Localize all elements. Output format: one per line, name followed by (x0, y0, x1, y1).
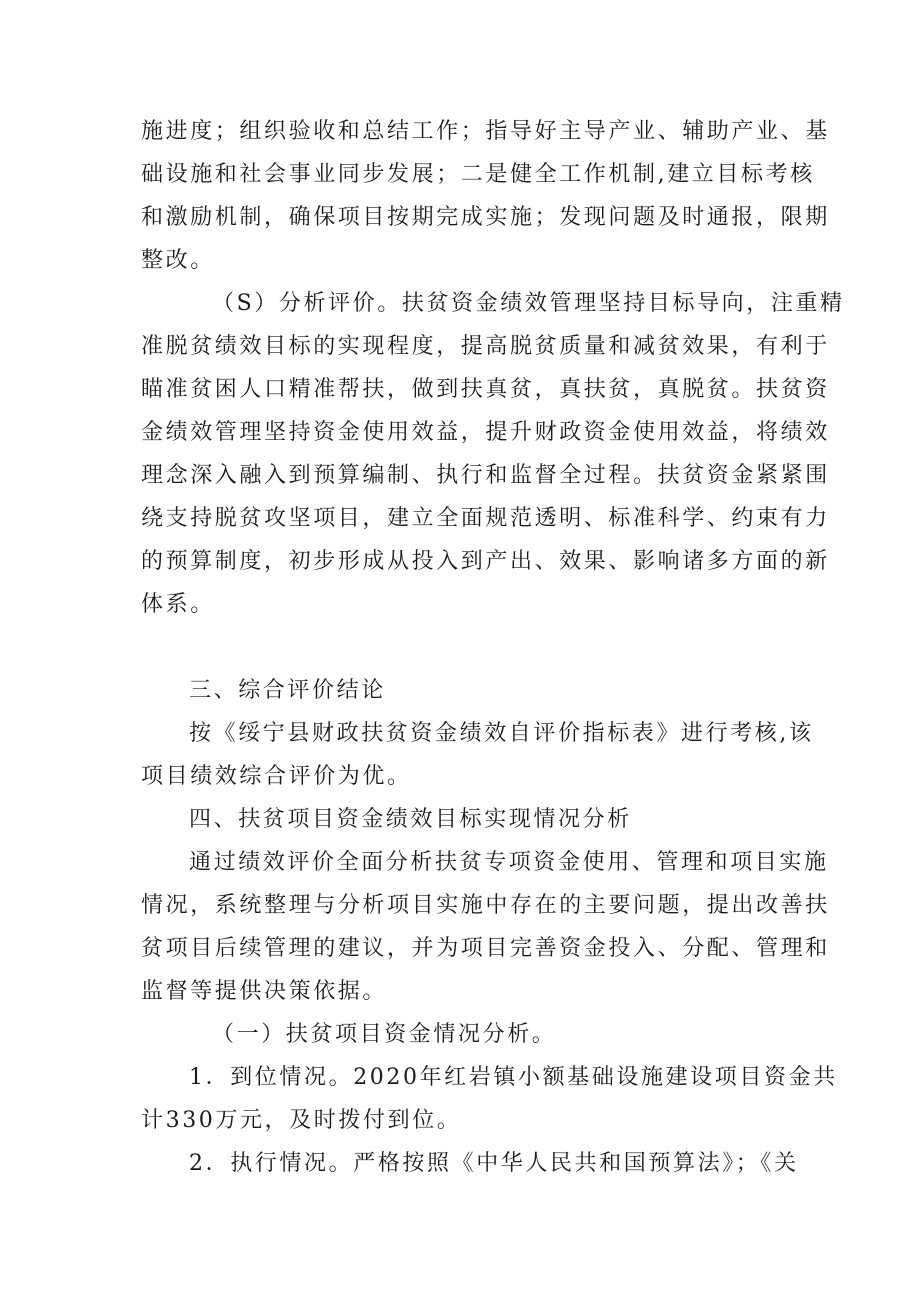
paragraph-line: 情况，系统整理与分析项目实施中存在的主要问题，提出改善扶 (141, 893, 830, 918)
paragraph-line: 理念深入融入到预算编制、执行和监督全过程。扶贫资金紧紧围 (141, 463, 830, 488)
list-item-line: 计330万元，及时拨付到位。 (141, 1108, 462, 1133)
paragraph-line: 项目绩效综合评价为优。 (141, 764, 412, 789)
paragraph-line: 整改。 (141, 248, 215, 273)
paragraph-line: 的预算制度，初步形成从投入到产出、效果、影响诸多方面的新 (141, 549, 830, 574)
paragraph-line: 瞄准贫困人口精准帮扶，做到扶真贫，真扶贫，真脱贫。扶贫资 (141, 377, 830, 402)
paragraph-line: 体系。 (141, 592, 215, 617)
list-item-line: 2．执行情况。严格按照《中华人民共和国预算法》；《关 (189, 1151, 799, 1176)
subsection-heading: （一）扶贫项目资金情况分析。 (212, 1022, 557, 1047)
paragraph-line: 绕支持脱贫攻坚项目，建立全面规范透明、标准科学、约束有力 (141, 506, 830, 531)
paragraph-line: 按《绥宁县财政扶贫资金绩效自评价指标表》进行考核,该 (189, 721, 814, 746)
list-item-line: 1．到位情况。2020年红岩镇小额基础设施建设项目资金共 (189, 1065, 838, 1090)
paragraph-line: 准脱贫绩效目标的实现程度，提高脱贫质量和减贫效果，有利于 (141, 334, 830, 359)
paragraph-line: 和激励机制，确保项目按期完成实施；发现问题及时通报，限期 (141, 205, 830, 230)
paragraph-line: 施进度；组织验收和总结工作；指导好主导产业、辅助产业、基 (141, 119, 830, 144)
paragraph-line: 贫项目后续管理的建议，并为项目完善资金投入、分配、管理和 (141, 936, 830, 961)
paragraph-line: 监督等提供决策依据。 (141, 979, 388, 1004)
section-heading: 四、扶贫项目资金绩效目标实现情况分析 (189, 807, 632, 832)
paragraph-line: （S）分析评价。扶贫资金绩效管理坚持目标导向，注重精 (212, 291, 845, 316)
section-heading: 三、综合评价结论 (189, 678, 386, 703)
paragraph-line: 通过绩效评价全面分析扶贫专项资金使用、管理和项目实施 (189, 850, 829, 875)
paragraph-line: 础设施和社会事业同步发展；二是健全工作机制,建立目标考核 (141, 162, 815, 187)
paragraph-line: 金绩效管理坚持资金使用效益，提升财政资金使用效益，将绩效 (141, 420, 830, 445)
